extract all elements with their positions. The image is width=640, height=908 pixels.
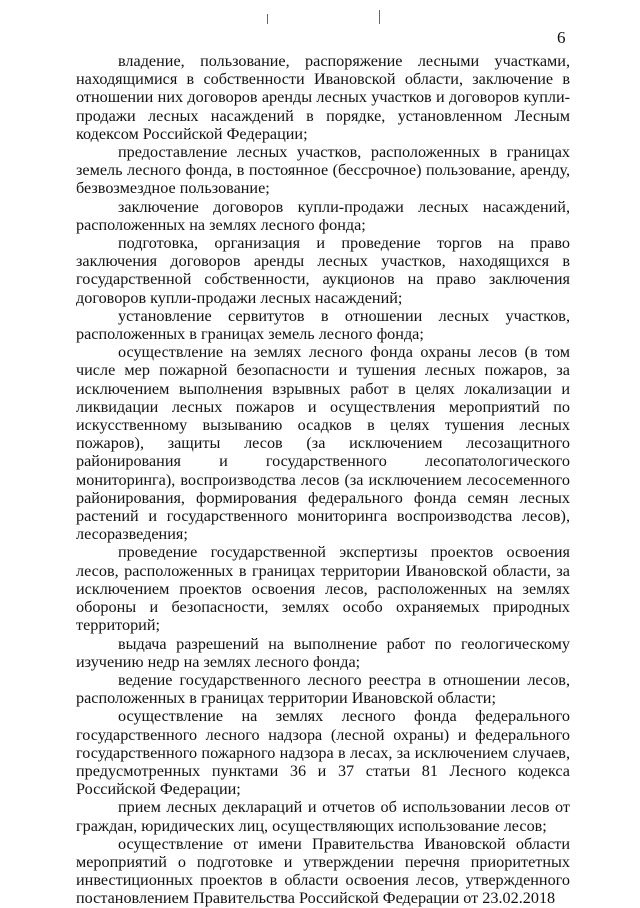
paragraph: осуществление от имени Правительства Ивановской области мероприятий о подготовке и утверждении перечня приоритетных инвестиционных проектов в области освоения лесов, утвержденного постановлением Правительства Российской Федерации от 23.02.2018: [76, 834, 570, 908]
paragraph: осуществление на землях лесного фонда федерального государственного лесного надзора (лесной охраны) и федерального государственного пожарного надзора в лесах, за исключением случаев, предусмотренных пунктами 36 и 37 статьи 81 Лесного кодекса Российской Федерации;: [76, 707, 570, 799]
paragraph: выдача разрешений на выполнение работ по геологическому изучению недр на землях лесного фонда;: [76, 634, 570, 671]
paragraph: владение, пользование, распоряжение лесными участками, находящимися в собственности Ивановской области, заключение в отношении них договоров аренды лесных участков и договоров купли-продажи лесных насаждений в порядке, установленном Лесным кодексом Российской Федерации;: [76, 52, 570, 143]
paragraph: предоставление лесных участков, расположенных в границах земель лесного фонда, в постоянное (бессрочное) пользование, аренду, безвозмездное пользование;: [76, 143, 570, 198]
paragraph: осуществление на землях лесного фонда охраны лесов (в том числе мер пожарной безопасности и тушения лесных пожаров, за исключением выполнения взрывных работ в целях локализации и ликвидации лесных пожаров и осуществления мероприятий по искусственному вызыванию осадков в целях тушения лесных пожаров), защиты лесов (за исключением лесозащитного районирования и государственного лесопатологического мониторинга), воспроизводства лесов (за исключением лесосеменного районирования, формирования федерального фонда семян лесных растений и государственного мониторинга воспроизводства лесов), лесоразведения;: [76, 343, 570, 544]
page-number: 6: [557, 28, 566, 47]
paragraph: прием лесных деклараций и отчетов об использовании лесов от граждан, юридических лиц, осуществляющих использование лесов;: [76, 798, 570, 835]
paragraph: подготовка, организация и проведение торгов на право заключения договоров аренды лесных участков, находящихся в государственной собственности, аукционов на право заключения договоров купли-продажи лесных насаждений;: [76, 234, 570, 307]
scan-mark-right: [379, 10, 380, 24]
paragraph: установление сервитутов в отношении лесных участков, расположенных в границах земель лесного фонда;: [76, 306, 570, 344]
paragraph: заключение договоров купли-продажи лесных насаждений, расположенных на землях лесного фонда;: [76, 197, 570, 234]
paragraph: ведение государственного лесного реестра в отношении лесов, расположенных в границах территории Ивановской области;: [76, 670, 570, 708]
document-body: [76, 52, 570, 908]
scan-mark-left: [267, 14, 268, 24]
paragraph: проведение государственной экспертизы проектов освоения лесов, расположенных в границах территории Ивановской области, за исключением проектов освоения лесов, расположенных на землях обороны и безопасности, землях особо охраняемых природных территорий;: [76, 543, 570, 635]
